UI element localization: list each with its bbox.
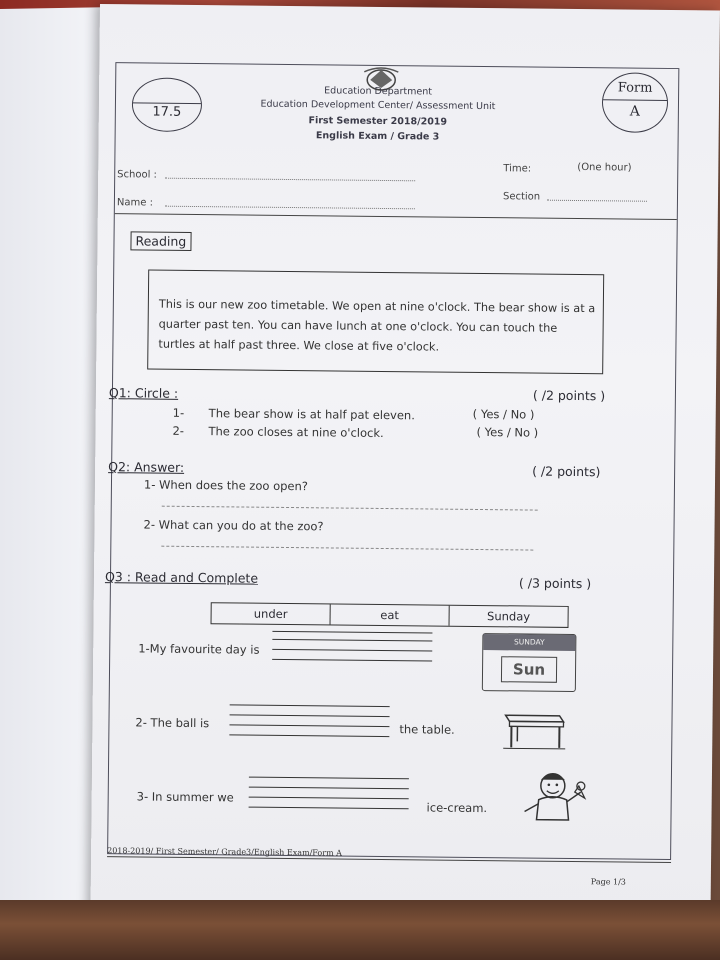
section-field[interactable] bbox=[547, 190, 647, 202]
q3-title: Q3 : Read and Complete bbox=[104, 569, 259, 586]
desk-surface-bottom bbox=[0, 900, 720, 960]
q2-question-2: 2- What can you do at the zoo? bbox=[143, 517, 324, 534]
q3-item-3-after: ice-cream. bbox=[426, 800, 488, 816]
q3-item-2-after: the table. bbox=[399, 722, 455, 737]
q1-item-1-text: The bear show is at half pat eleven. bbox=[208, 406, 415, 423]
q1-title: Q1: Circle : bbox=[108, 385, 179, 401]
q3-item-2-text: 2- The ball is bbox=[135, 715, 210, 731]
footer-info: 2018-2019/ First Semester/ Grade3/English Exam/Form A bbox=[107, 846, 342, 858]
section-label: Section bbox=[502, 191, 541, 203]
q1-item-1-choice[interactable]: ( Yes / No ) bbox=[472, 406, 535, 422]
header-line-1: Education Department bbox=[324, 85, 433, 98]
form-circle bbox=[602, 72, 669, 133]
word-bank-word: eat bbox=[331, 604, 450, 625]
calendar-header: SUNDAY bbox=[483, 634, 575, 651]
q3-points: ( /3 points ) bbox=[518, 575, 592, 592]
q1-item-2-number: 2- bbox=[172, 423, 185, 438]
q1-item-1-number: 1- bbox=[172, 405, 185, 420]
header-divider bbox=[115, 213, 677, 220]
writing-line[interactable] bbox=[272, 659, 432, 662]
form-letter: A bbox=[629, 103, 641, 120]
q1-item-2-text: The zoo closes at nine o'clock. bbox=[208, 424, 384, 440]
writing-line[interactable] bbox=[249, 777, 409, 780]
q2-points: ( /2 points) bbox=[532, 463, 601, 480]
writing-line[interactable] bbox=[249, 797, 409, 800]
time-label: Time: bbox=[503, 163, 532, 175]
page-number: Page 1/3 bbox=[590, 877, 626, 887]
name-field[interactable] bbox=[165, 196, 415, 210]
score-value: 17.5 bbox=[152, 104, 182, 120]
q3-item-1-text: 1-My favourite day is bbox=[138, 641, 260, 657]
writing-line[interactable] bbox=[229, 724, 389, 727]
exam-sheet bbox=[90, 4, 720, 940]
writing-line[interactable] bbox=[229, 734, 389, 737]
writing-line[interactable] bbox=[272, 639, 432, 642]
name-label: Name : bbox=[116, 197, 154, 209]
q2-answer-2-line[interactable] bbox=[161, 544, 533, 551]
q2-title: Q2: Answer: bbox=[108, 459, 185, 475]
header-line-2: Education Development Center/ Assessment Unit bbox=[260, 98, 496, 113]
header-semester: First Semester 2018/2019 bbox=[308, 115, 448, 128]
school-label: School : bbox=[117, 169, 158, 181]
form-label: Form bbox=[617, 80, 653, 96]
word-bank-word: under bbox=[212, 603, 331, 624]
writing-line[interactable] bbox=[272, 631, 432, 634]
reading-passage: This is our new zoo timetable. We open at nine o'clock. The bear show is at a quarter past ten. You can have lunch at one o'clock. You can touch the turtles at half past three. We close at five o'clock. bbox=[158, 297, 596, 354]
score-circle bbox=[132, 77, 203, 132]
q2-answer-1-line[interactable] bbox=[162, 504, 538, 511]
table-picture-icon bbox=[497, 707, 567, 750]
q3-item-3-text: 3- In summer we bbox=[136, 789, 234, 805]
q1-points: ( /2 points ) bbox=[532, 387, 606, 404]
header-exam-title: English Exam / Grade 3 bbox=[315, 130, 440, 143]
calendar-day: Sun bbox=[501, 656, 557, 683]
q2-question-1: 1- When does the zoo open? bbox=[143, 477, 309, 494]
writing-line[interactable] bbox=[230, 714, 390, 717]
exam-frame bbox=[104, 62, 679, 860]
q1-item-2-choice[interactable]: ( Yes / No ) bbox=[476, 424, 539, 440]
boy-eating-ice-cream-icon bbox=[512, 767, 595, 828]
word-bank-word: Sunday bbox=[487, 609, 531, 624]
reading-tag: Reading bbox=[130, 231, 191, 251]
calendar-picture-icon bbox=[482, 633, 577, 692]
writing-line[interactable] bbox=[249, 807, 409, 810]
writing-line[interactable] bbox=[249, 787, 409, 790]
writing-line[interactable] bbox=[272, 649, 432, 652]
writing-line[interactable] bbox=[230, 704, 390, 707]
word-bank-table bbox=[211, 602, 569, 628]
reading-passage-box bbox=[147, 270, 604, 375]
school-field[interactable] bbox=[165, 168, 415, 182]
time-value: (One hour) bbox=[577, 162, 632, 174]
